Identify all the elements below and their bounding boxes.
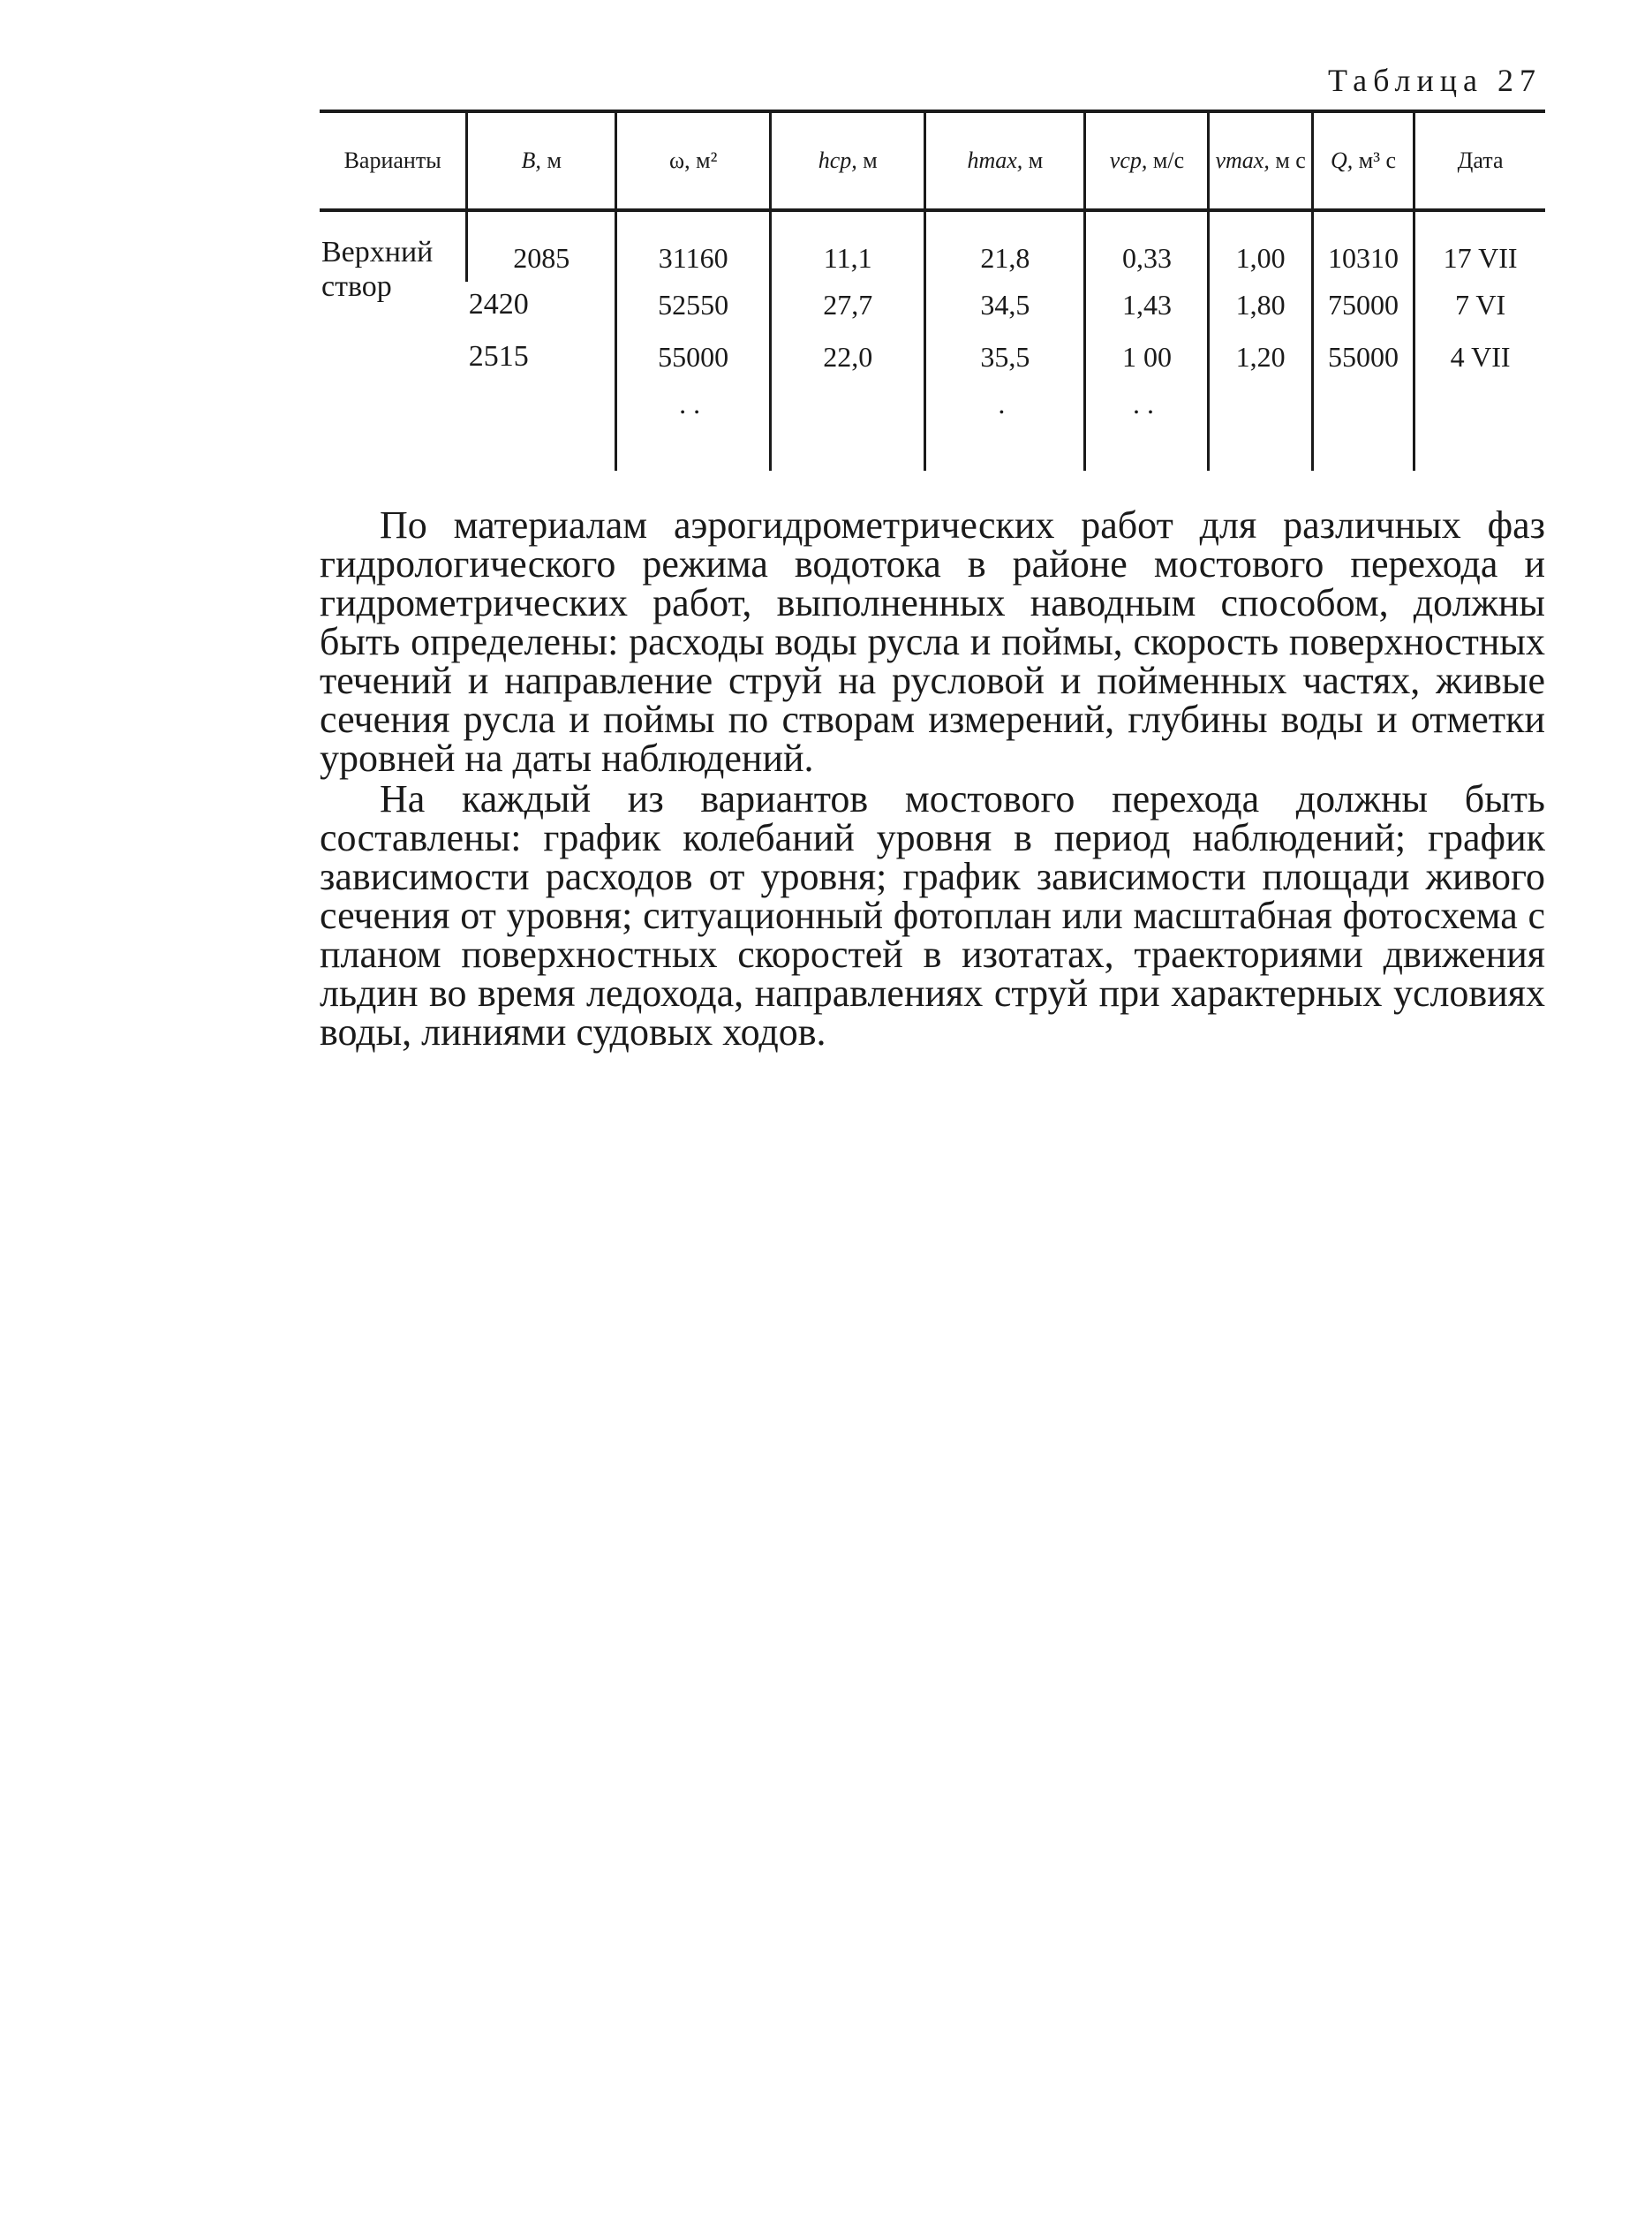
header-unit: м с: [1269, 147, 1306, 173]
table-header-row: [320, 111, 1545, 210]
table-cell: 55000: [616, 334, 771, 386]
table-row: [320, 386, 1545, 471]
header-label: Дата: [1457, 147, 1504, 173]
paragraph: По материалам аэрогидрометрических работ для различных фаз гидрологического режима водотока в районе мостового перехода и гидрометрических работ, выполненных наводным способом, должны быть определены: расходы воды русла и поймы, скорость поверхностных течений и направление струй на русловой и пойменных частях, живые сечения русла и поймы по створам измерений, глубины воды и отметки уровней на даты наблюдений.: [320, 503, 1545, 780]
header-discharge: [1312, 111, 1414, 210]
header-unit: м³ с: [1353, 147, 1397, 173]
header-label: Варианты: [343, 147, 441, 173]
paragraph: На каждый из вариантов мостового перехода должны быть составлены: график колебаний уровня в период наблюдений; график зависимости расходов от уровня; график зависимости площади живого сечения от уровня; ситуационный фотоплан или масштабная фотосхема с планом поверхностных скоростей в изотатах, траекториями движения льдин во время ледохода, направлениях струй при характерных условиях воды, линиями судовых ходов.: [320, 777, 1545, 1054]
body-text: [320, 503, 1545, 1054]
table-cell: 2085: [467, 210, 616, 282]
data-table: [320, 110, 1545, 471]
table-cell: 4 VII: [1414, 334, 1545, 386]
header-unit: м/с: [1147, 147, 1185, 173]
table-cell: 1,20: [1209, 334, 1312, 386]
header-label: hср,: [818, 147, 857, 173]
table-cell: 52550: [616, 282, 771, 334]
header-mean-velocity: [1085, 111, 1209, 210]
header-max-depth: [925, 111, 1085, 210]
table-cell: 35,5: [925, 334, 1085, 386]
table-cell: 22,0: [771, 334, 925, 386]
header-unit: м: [540, 147, 562, 173]
header-variants: [320, 111, 467, 210]
table-cell: 75000: [1312, 282, 1414, 334]
table-row: [320, 210, 1545, 282]
header-unit: м: [856, 147, 878, 173]
header-label: B,: [521, 147, 541, 173]
header-unit: м: [1022, 147, 1044, 173]
table-cell: 2515: [468, 340, 529, 373]
table-cell: 1 00: [1085, 334, 1209, 386]
table-row: [320, 334, 1545, 386]
table-cell: 1,00: [1209, 210, 1312, 282]
table-cell: 55000: [1312, 334, 1414, 386]
table-cell: 7 VI: [1414, 282, 1545, 334]
table-cell: 2420: [468, 288, 529, 321]
header-label: vср,: [1109, 147, 1148, 173]
header-max-velocity: [1209, 111, 1312, 210]
table-cell: 17 VII: [1414, 210, 1545, 282]
table-cell: [1414, 386, 1545, 471]
header-label: vmax,: [1215, 147, 1270, 173]
table-cell: 10310: [1312, 210, 1414, 282]
table-cell: 1,80: [1209, 282, 1312, 334]
page-content: [320, 62, 1545, 1052]
header-label: ω,: [668, 147, 690, 173]
table-cell: 0,33: [1085, 210, 1209, 282]
header-label: hmax,: [967, 147, 1023, 173]
header-label: Q,: [1330, 147, 1354, 173]
table-row: [320, 282, 1545, 334]
header-unit: м²: [690, 147, 718, 173]
table-cell: 11,1: [771, 210, 925, 282]
table-cell: [771, 386, 925, 471]
table-cell: 27,7: [771, 282, 925, 334]
table-cell: [1209, 386, 1312, 471]
table-caption: Таблица 27: [1328, 63, 1542, 98]
table-cell: [467, 386, 616, 471]
header-date: [1414, 111, 1545, 210]
table-cell: 1,43: [1085, 282, 1209, 334]
group-label-cell: Верхний створ: [321, 236, 434, 304]
table-cell: ..: [616, 386, 771, 471]
table-cell: ..: [1085, 386, 1209, 471]
table-cell: [1312, 386, 1414, 471]
table-cell: 34,5: [925, 282, 1085, 334]
table-cell: 31160: [616, 210, 771, 282]
table-cell: 21,8: [925, 210, 1085, 282]
table-cell: .: [925, 386, 1085, 471]
header-area: [616, 111, 771, 210]
header-mean-depth: [771, 111, 925, 210]
header-width: [467, 111, 616, 210]
